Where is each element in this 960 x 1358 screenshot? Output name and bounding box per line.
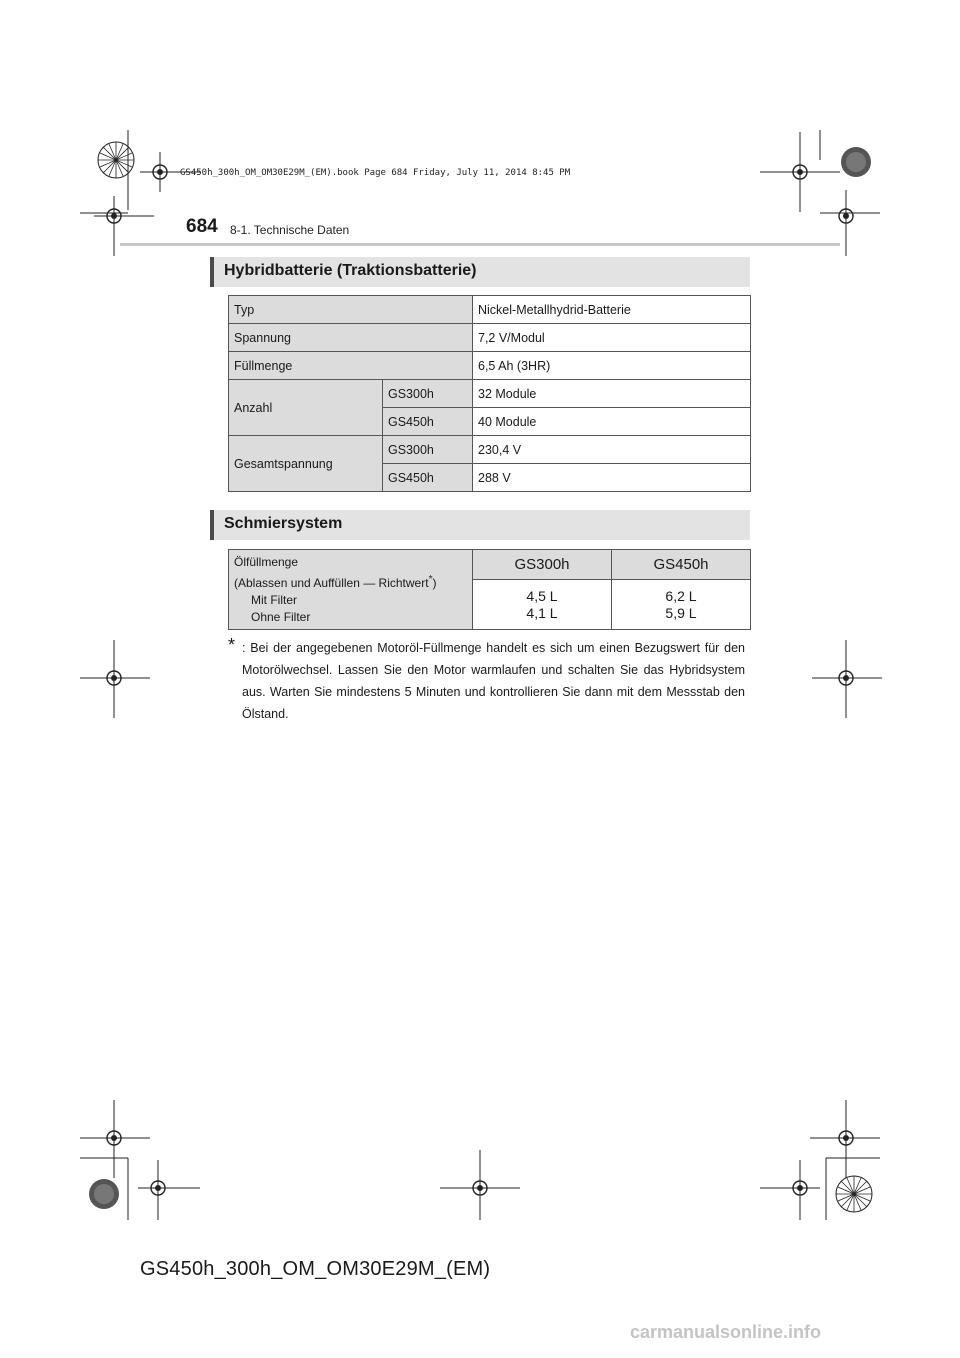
cell-value <box>473 580 612 630</box>
label-line: Ölfüllmenge <box>234 555 299 569</box>
oil-capacity-label <box>229 550 473 630</box>
chapter-title: 8-1. Technische Daten <box>230 223 350 237</box>
crop-mark-top-right <box>760 130 880 260</box>
cell-label: Anzahl <box>229 380 383 436</box>
value-ohne-filter: 4,1 L <box>526 604 558 621</box>
cell-model: GS300h <box>383 436 473 464</box>
cell-label: Gesamtspannung <box>229 436 383 492</box>
section-title-hybridbatterie <box>210 257 750 287</box>
table-row <box>229 296 751 324</box>
cell-value: 32 Module <box>473 380 751 408</box>
cell-value: Nickel-Metallhydrid-Batterie <box>473 296 751 324</box>
cell-model: GS450h <box>383 408 473 436</box>
cell-value: 288 V <box>473 464 751 492</box>
cell-value <box>612 580 751 630</box>
schmiersystem-table <box>228 549 751 630</box>
value-mit-filter: 6,2 L <box>665 587 697 604</box>
table-row <box>229 324 751 352</box>
footnote-text: : Bei der angegebenen Motoröl-Füllmenge handelt es sich um einen Bezugswert für den Motorölwechsel. Lassen Sie den Motor warmlaufen und schalten Sie das Hybridsystem aus. Warten Sie mindestens 5 Minuten und kontrollieren Sie dann mit dem Messstab den Ölstand. <box>242 641 745 721</box>
cell-value: 7,2 V/Modul <box>473 324 751 352</box>
footer-document-code: GS450h_300h_OM_OM30E29M_(EM) <box>140 1258 491 1280</box>
crop-mark-bottom-center <box>440 1150 520 1220</box>
label-text: (Ablassen und Auffüllen — Richtwert <box>234 576 429 590</box>
section-title-text: Schmiersystem <box>224 515 343 532</box>
crop-mark-mid-left <box>80 640 150 720</box>
crop-mark-mid-right <box>812 640 882 720</box>
hybridbatterie-table <box>228 295 751 492</box>
value-ohne-filter: 5,9 L <box>665 604 697 621</box>
column-header: GS300h <box>473 550 612 580</box>
footnote-star: * <box>428 574 433 585</box>
table-row <box>229 436 751 464</box>
cell-value: 6,5 Ah (3HR) <box>473 352 751 380</box>
crop-mark-bottom-right <box>760 1100 880 1230</box>
footnote-star: * <box>228 635 236 655</box>
cell-label: Spannung <box>229 324 473 352</box>
table-row <box>229 550 751 580</box>
cell-label: Füllmenge <box>229 352 473 380</box>
header-rule <box>120 243 840 246</box>
label-line: Mit Filter <box>251 593 297 607</box>
watermark: carmanualsonline.info <box>630 1322 822 1342</box>
label-line <box>234 571 467 592</box>
label-line: Ohne Filter <box>251 610 311 624</box>
table-row <box>229 352 751 380</box>
cell-value: 230,4 V <box>473 436 751 464</box>
cell-model: GS450h <box>383 464 473 492</box>
crop-mark-bottom-left <box>80 1100 210 1230</box>
footnote <box>228 637 745 725</box>
column-header: GS450h <box>612 550 751 580</box>
section-title-text: Hybridbatterie (Traktionsbatterie) <box>224 262 477 279</box>
cell-value: 40 Module <box>473 408 751 436</box>
table-row <box>229 380 751 408</box>
print-header-line: GS450h_300h_OM_OM30E29M_(EM).book Page 684 Friday, July 11, 2014 8:45 PM <box>180 168 571 178</box>
label-text: ) <box>432 576 437 590</box>
page-number: 684 <box>186 216 218 237</box>
cell-label: Typ <box>229 296 473 324</box>
cell-model: GS300h <box>383 380 473 408</box>
section-title-schmiersystem <box>210 510 750 540</box>
value-mit-filter: 4,5 L <box>526 587 558 604</box>
